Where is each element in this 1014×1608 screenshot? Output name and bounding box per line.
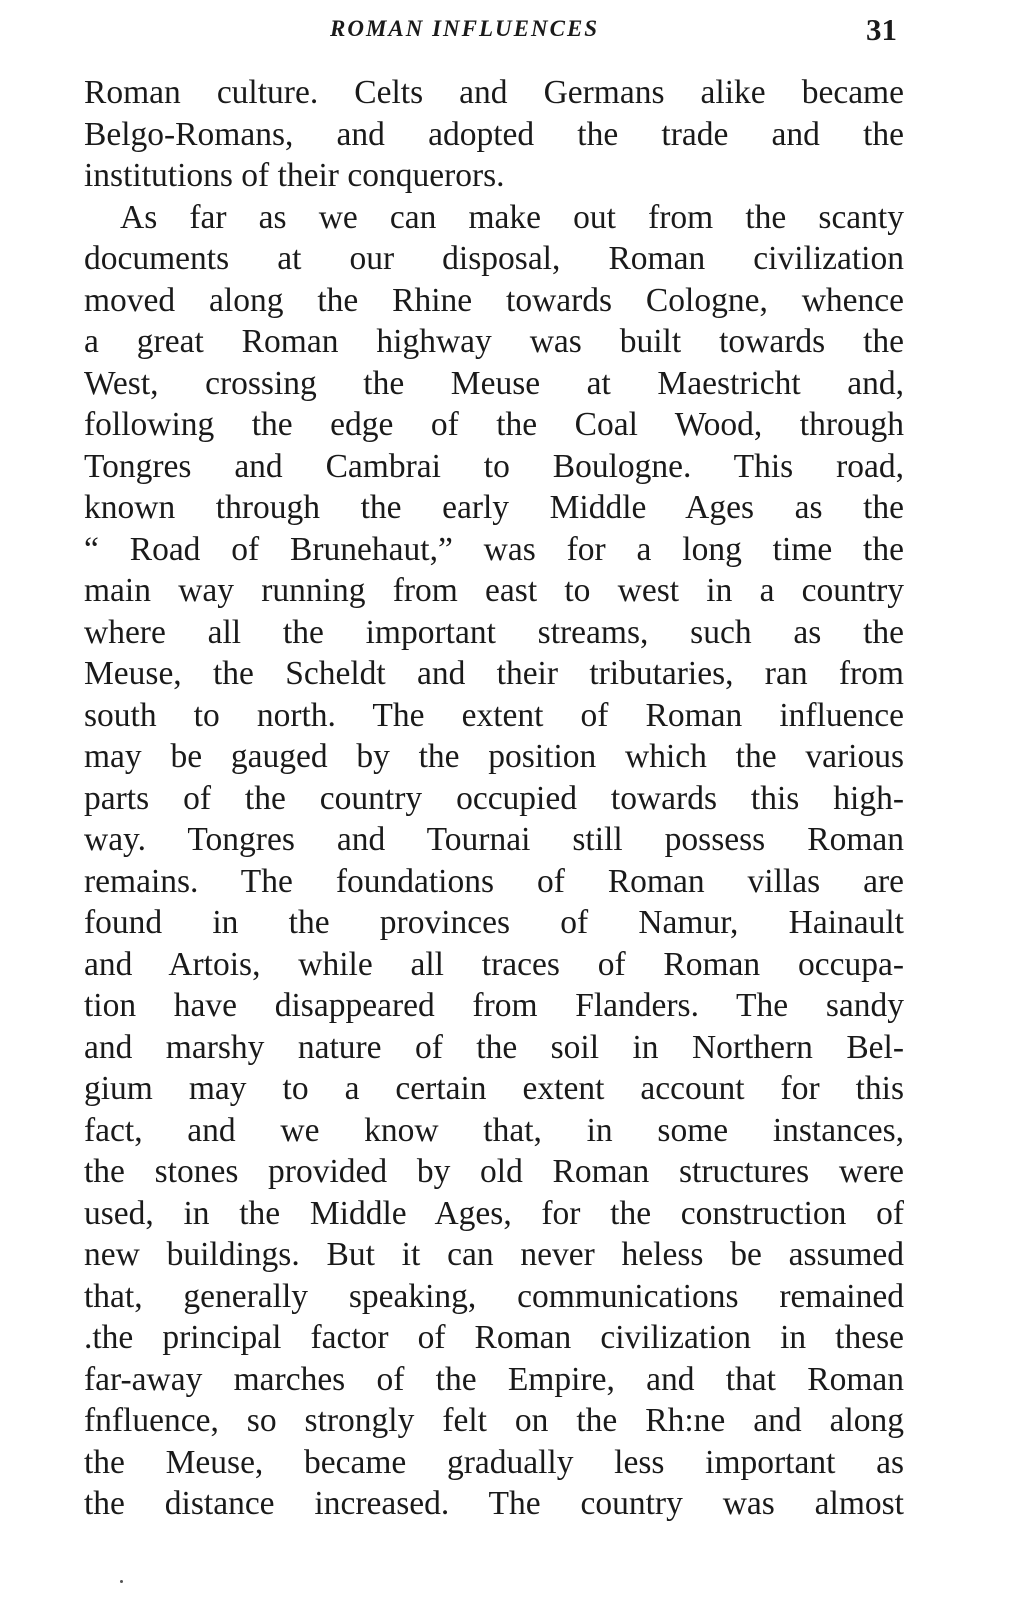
text-line: As far as we can make out from the scanty xyxy=(120,198,904,236)
text-line: institutions of their conquerors. xyxy=(84,157,505,194)
text-line: new buildings. But it can never heless be assumed xyxy=(84,1236,904,1273)
text-line: West, crossing the Meuse at Maestricht and, xyxy=(84,364,904,402)
text-line: the Meuse, became gradually less important as xyxy=(84,1443,904,1481)
text-line: that, generally speaking, communications remained xyxy=(84,1277,904,1315)
text-line: the stones provided by old Roman structures were xyxy=(84,1153,904,1190)
text-line: known through the early Middle Ages as the xyxy=(84,489,904,526)
text-line: and Artois, while all traces of Roman occupa- xyxy=(84,945,904,983)
running-title: ROMAN INFLUENCES xyxy=(330,16,600,41)
text-line: parts of the country occupied towards this high- xyxy=(84,779,904,817)
body-text xyxy=(84,72,904,1525)
text-line: .the principal factor of Roman civilization in these xyxy=(84,1319,904,1356)
text-line: may be gauged by the position which the various xyxy=(84,738,904,775)
text-line: tion have disappeared from Flanders. The sandy xyxy=(84,987,904,1024)
text-line: moved along the Rhine towards Cologne, whence xyxy=(84,281,904,319)
text-line: remains. The foundations of Roman villas are xyxy=(84,862,904,900)
text-line: Belgo-Romans, and adopted the trade and the xyxy=(84,115,904,153)
text-line: main way running from east to west in a country xyxy=(84,572,904,609)
print-speck xyxy=(120,1580,123,1583)
text-line: Tongres and Cambrai to Boulogne. This road, xyxy=(84,447,904,485)
text-line: fnfluence, so strongly felt on the Rh:ne and along xyxy=(84,1402,904,1439)
running-head xyxy=(0,10,1014,50)
text-line: documents at our disposal, Roman civilization xyxy=(84,240,904,277)
text-line: where all the important streams, such as the xyxy=(84,613,904,651)
text-line: Meuse, the Scheldt and their tributaries, ran from xyxy=(84,655,904,692)
text-line: “ Road of Brunehaut,” was for a long time the xyxy=(84,530,904,568)
text-line: south to north. The extent of Roman influence xyxy=(84,696,904,734)
text-line: a great Roman highway was built towards the xyxy=(84,323,904,360)
page-number: 31 xyxy=(866,12,897,47)
text-line: far-away marches of the Empire, and that Roman xyxy=(84,1360,904,1398)
text-line: the distance increased. The country was almost xyxy=(84,1485,904,1522)
text-line: used, in the Middle Ages, for the construction of xyxy=(84,1194,904,1232)
text-line: found in the provinces of Namur, Hainault xyxy=(84,904,904,941)
text-line: gium may to a certain extent account for this xyxy=(84,1070,904,1107)
text-line: fact, and we know that, in some instances, xyxy=(84,1111,904,1149)
text-line: following the edge of the Coal Wood, through xyxy=(84,406,904,443)
text-line: Roman culture. Celts and Germans alike became xyxy=(84,74,904,111)
text-line: way. Tongres and Tournai still possess Roman xyxy=(84,821,904,858)
text-line: and marshy nature of the soil in Northern Bel- xyxy=(84,1028,904,1066)
